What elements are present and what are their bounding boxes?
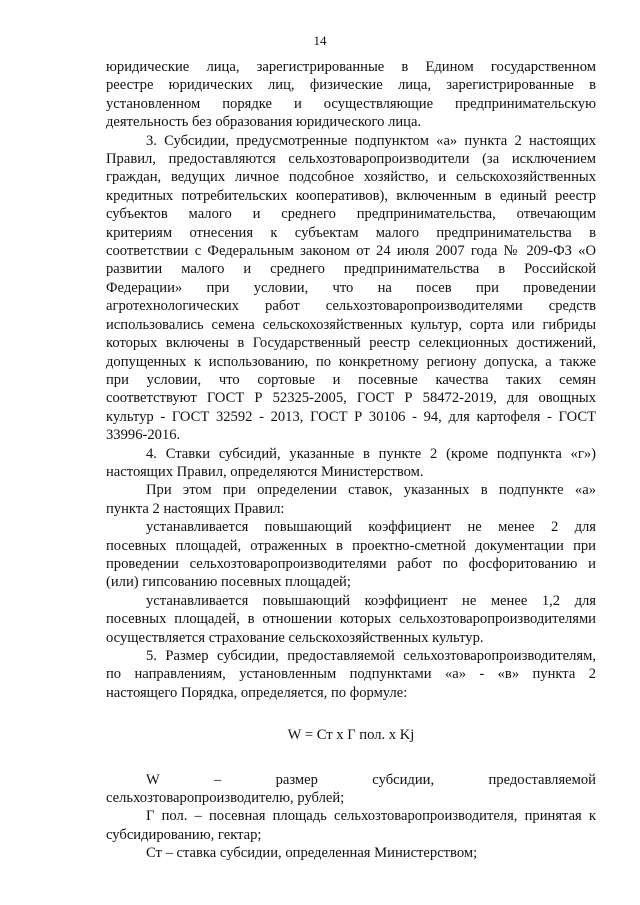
- text-line: устанавливается повышающий коэффициент не менее 1,2 для: [146, 592, 596, 609]
- text-line: При этом при определении ставок, указанных в подпункте «а»: [146, 482, 596, 499]
- text-line: установленном порядке и осуществляющие предпринимательскую: [106, 95, 596, 112]
- text-line: использовались семена сельскохозяйственных культур, сорта или гибриды: [106, 316, 596, 333]
- text-line: Правил, предоставляются сельхозтоваропроизводители (за исключением: [106, 151, 596, 168]
- text-line: при условии, что сортовые и посевные качества таких семян: [106, 371, 596, 388]
- page-number: 14: [313, 33, 327, 48]
- text-line: сельхозтоваропроизводителю, рублей;: [106, 790, 345, 807]
- text-line: Г пол. – посевная площадь сельхозтоваропроизводителя, принятая к: [146, 808, 596, 825]
- text-line: юридические лица, зарегистрированные в Едином государственном: [106, 59, 596, 75]
- definition-d1: [106, 771, 596, 808]
- text-line: W – размер субсидии, предоставляемой: [146, 771, 596, 788]
- definition-d2: [106, 807, 596, 844]
- text-line: допущенных к использованию, по конкретному региону допуска, а также: [106, 353, 596, 370]
- text-line: посевных площадей, отраженных в проектно-сметной документации при: [106, 537, 596, 554]
- text-line: соответствуют ГОСТ Р 52325-2005, ГОСТ Р 58472-2019, для овощных: [106, 390, 596, 407]
- definition-d3: [106, 844, 596, 862]
- text-line: реестре юридических лиц, физические лица, зарегистрированные в: [106, 77, 596, 94]
- paragraph-p5: [106, 518, 596, 592]
- text-line: (или) гипсованию посевных площадей;: [106, 574, 351, 591]
- paragraphs-section: [106, 58, 596, 702]
- text-line: 3. Субсидии, предусмотренные подпунктом «а» пункта 2 настоящих: [146, 132, 596, 149]
- text-line: которых включены в Государственный реестр селекционных достижений,: [106, 335, 596, 352]
- text-line: культур - ГОСТ 32592 - 2013, ГОСТ Р 30106 - 94, для картофеля - ГОСТ: [106, 408, 596, 425]
- text-line: пункта 2 настоящих Правил:: [106, 500, 285, 517]
- text-line: деятельность без образования юридического лица.: [106, 114, 422, 131]
- text-line: настоящих Правил, определяются Министерством.: [106, 463, 424, 480]
- subsidy-formula: W = Ст х Г пол. х Kj: [287, 727, 415, 744]
- text-line: 33996-2016.: [106, 427, 181, 444]
- paragraph-p6: [106, 592, 596, 647]
- paragraph-p1: [106, 58, 596, 132]
- text-line: настоящего Порядка, определяется, по формуле:: [106, 684, 408, 701]
- text-line: критериям отнесения к субъектам малого предпринимательства в: [106, 224, 596, 241]
- text-line: по направлениям, установленным подпунктами «а» - «в» пункта 2: [106, 666, 596, 683]
- text-line: субсидированию, гектар;: [106, 826, 262, 843]
- paragraph-p7: [106, 647, 596, 702]
- text-line: субъектов малого и среднего предпринимательства, отвечающим: [106, 206, 596, 223]
- paragraph-p3: [106, 445, 596, 482]
- text-line: кредитных потребительских кооперативов), включенным в единый реестр: [106, 187, 596, 204]
- text-line: посевных площадей, в отношении которых сельхозтоваропроизводителями: [106, 611, 596, 628]
- formula-definitions: [106, 771, 596, 863]
- text-line: устанавливается повышающий коэффициент не менее 2 для: [146, 519, 596, 536]
- text-line: осуществляется страхование сельскохозяйственных культур.: [106, 629, 484, 646]
- text-line: Федерации» при условии, что на посев при проведении: [106, 279, 596, 296]
- text-line: проведении сельхозтоваропроизводителями работ по фосфоритованию и: [106, 555, 596, 572]
- text-line: 5. Размер субсидии, предоставляемой сельхозтоваропроизводителям,: [146, 648, 596, 664]
- text-line: 4. Ставки субсидий, указанные в пункте 2 (кроме подпункта «г»): [146, 445, 596, 462]
- paragraph-p2: [106, 132, 596, 445]
- text-line: агротехнологических работ сельхозтоваропроизводителями средств: [106, 298, 596, 315]
- paragraph-p4: [106, 481, 596, 518]
- text-line: развитии малого и среднего предпринимательства в Российской: [106, 261, 596, 278]
- document-body: [106, 58, 596, 863]
- text-line: граждан, ведущих личное подсобное хозяйство, и сельскохозяйственных: [106, 169, 596, 186]
- text-line: Ст – ставка субсидии, определенная Министерством;: [146, 845, 478, 862]
- text-line: соответствии с Федеральным законом от 24 июля 2007 года № 209-ФЗ «О: [106, 243, 596, 260]
